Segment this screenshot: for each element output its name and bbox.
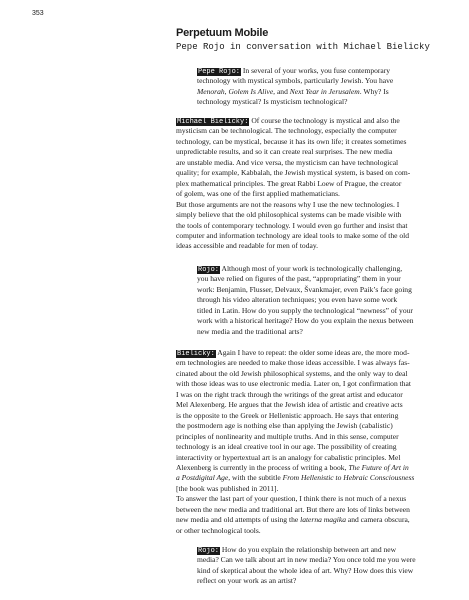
text-line: technology, can be mystical, because it has its own life; it creates sometimes bbox=[176, 136, 407, 146]
text-line: ideas accessible and readable for men of today. bbox=[176, 241, 318, 251]
answer-1: Michael Bielicky: Of course the technology is mystical and also the mysticism can be technological. The technology, especially the computer technology, can be mystical, because it has its own life; it creates sometimes unpredictable results, and so it can create real surprises. The new media are unstable media. And vice versa, the mysticism can have technological quality; for example, Kabbalah, the Jewish mystical system, is based on com- plex mathematical principles. The great Rabbi Loew of Prague, the creator of golem, was one of the first applied mathematicians. But those arguments are not the reasons why I use the new technologies. I simply believe that the old philosophical systems can be made visible with the tools of contemporary technology. I would even go further and insist that computer and information technology are ideal tools to make some of the old ideas accessible and readable for men of today. bbox=[176, 116, 411, 251]
text-line: unpredictable results, and so it can create real surprises. The new media bbox=[176, 147, 393, 157]
italic-title: Menorah bbox=[197, 86, 225, 96]
text-line: cinated about the old Jewish philosophical systems, and the only way to deal bbox=[176, 368, 408, 378]
text-line: To answer the last part of your question, I think there is not much of a nexus bbox=[176, 494, 407, 504]
text-line: I was on the right track through the writings of the great artist and educator bbox=[176, 389, 403, 399]
text-line: interactivity or hypertextual art is an analogy for cabalistic principles. Mel bbox=[176, 452, 401, 462]
answer-2: Bielicky: Again I have to repeat: the older some ideas are, the more mod- ern technologies are needed to make those ideas accessible. I was always fas- cinated about the old Jewish philosophical systems, and the only way to deal with those ideas was to use electronic media. Later on, I got confirmation that I was on the right track through the writings of the great artist and educator Mel Alexenberg. He argues that the Jewish idea of artistic and creative acts is the opposite to the Greek or Hellenistic approach. He says that entering the postmodern age is nothing else than applying the Jewish (cabalistic) principles of nonlinearity and multiple truths. And in this sense, computer technology is an ideal creative tool in our age. The possibility of creating interactivity or hypertextual art is an analogy for cabalistic principles. Mel Alexenberg is currently in the process of writing a book, The Future of Art in a Postdigital Age, with the subtitle From Hellenistic to Hebraic Consciousness [the book was published in 2011]. To answer the last part of your question, I think there is not much of a nexus between the new media and traditional art. But there are lots of links between new media and old attempts of using the laterna magika and camera obscura, or other technological tools. bbox=[176, 348, 415, 535]
italic-title: Golem Is Alive bbox=[228, 86, 274, 96]
text-line: technology is an ideal creative tool in our age. The possibility of creating bbox=[176, 442, 397, 452]
text-line: mysticism can be technological. The technology, especially the computer bbox=[176, 126, 397, 136]
text-line: or other technological tools. bbox=[176, 525, 261, 535]
text-line: In several of your works, you fuse contemporary bbox=[242, 66, 391, 75]
text-line: ern technologies are needed to make those ideas accessible. I was always fas- bbox=[176, 358, 410, 368]
text-line: are unstable media. And vice versa, the mysticism can have technological bbox=[176, 157, 399, 167]
text-line: media? Can we talk about art in new media? You once told me you were bbox=[197, 555, 416, 565]
italic-title: Next Year in Jerusalem bbox=[289, 86, 360, 96]
speaker-tag: Rojo: bbox=[198, 547, 220, 555]
text-line: reflect on your work as an artist? bbox=[197, 576, 297, 586]
speaker-tag: Pepe Rojo: bbox=[198, 68, 241, 76]
italic-title: laterna magika bbox=[300, 515, 346, 525]
page-number: 353 bbox=[32, 10, 44, 17]
text-line: the postmodern age is nothing else than applying the Jewish (cabalistic) bbox=[176, 421, 393, 431]
text-line: the tools of contemporary technology. I would even go further and insist that bbox=[176, 220, 408, 230]
text-line: work: Benjamin, Flusser, Delvaux, Švankmajer, even Paik’s face going bbox=[197, 284, 412, 294]
text-line: principles of nonlinearity and multiple truths. And in this sense, computer bbox=[176, 431, 399, 441]
text-line: kind of skeptical about the whole idea of art. Why? How does this view bbox=[197, 565, 414, 575]
question-2: Rojo: Although most of your work is technologically challenging, you have relied on figures of the past, “appropriating” them in your work: Benjamin, Flusser, Delvaux, Švankmajer, even Paik’s face going through his video alteration techniques; you even have some work titled in Latin. How do you supply the technological “newness” of your work with a historical heritage? How do you explain the nexus between new media and the traditional arts? bbox=[197, 264, 414, 336]
page-title: Perpetuum Mobile bbox=[176, 27, 269, 39]
text-line: quality; for example, Kabbalah, the Jewish mystical system, is based on com- bbox=[176, 168, 411, 178]
question-3: Rojo: How do you explain the relationship between art and new media? Can we talk about art in new media? You once told me you were kind of skeptical about the whole idea of art. Why? How does this view reflect on your work as an artist? bbox=[197, 545, 416, 586]
text-line: technology with mystical symbols, particularly Jewish. You have bbox=[197, 76, 394, 86]
text-line: work with a historical heritage? How do you explain the nexus between bbox=[197, 316, 414, 326]
text-line: Mel Alexenberg. He argues that the Jewish idea of artistic and creative acts bbox=[176, 400, 403, 410]
page-subtitle: Pepe Rojo in conversation with Michael Bielicky bbox=[176, 42, 430, 52]
text-line: simply believe that the old philosophical systems can be made visible with bbox=[176, 210, 402, 220]
text-line: plex mathematical principles. The great Rabbi Loew of Prague, the creator bbox=[176, 178, 402, 188]
text-line: through his video alteration techniques; you even have some work bbox=[197, 295, 398, 305]
text-line: technology mystical? Is mysticism technological? bbox=[197, 97, 348, 107]
italic-title: a Postdigital Age bbox=[176, 473, 229, 483]
text-line: [the book was published in 2011]. bbox=[176, 483, 279, 493]
italic-title: The Future of Art in bbox=[348, 462, 409, 472]
text-line: But those arguments are not the reasons why I use the new technologies. I bbox=[176, 199, 400, 209]
speaker-tag: Rojo: bbox=[198, 266, 220, 274]
speaker-tag: Michael Bielicky: bbox=[177, 118, 249, 126]
text-line: between the new media and traditional art. But there are lots of links between bbox=[176, 504, 410, 514]
text-line: with those ideas was to use electronic media. Later on, I got confirmation that bbox=[176, 379, 411, 389]
question-1: Pepe Rojo: In several of your works, you fuse contemporary technology with mystical symbols, particularly Jewish. You have Menorah, Golem Is Alive, and Next Year in Jerusalem. Why? Is technology mystical? Is mysticism technological? bbox=[197, 66, 394, 107]
speaker-tag: Bielicky: bbox=[177, 350, 215, 358]
text-line: titled in Latin. How do you supply the technological “newness” of your bbox=[197, 305, 413, 315]
text-line: is the opposite to the Greek or Hellenistic approach. He says that entering bbox=[176, 410, 399, 420]
text-line: you have relied on figures of the past, “appropriating” them in your bbox=[197, 274, 401, 284]
text-line: of golem, was one of the first applied mathematicians. bbox=[176, 189, 340, 199]
text-line: computer and information technology are ideal tools to make some of the old bbox=[176, 230, 410, 240]
italic-title: From Hellenistic to Hebraic Consciousness bbox=[282, 473, 415, 483]
text-line: new media and the traditional arts? bbox=[197, 326, 303, 336]
